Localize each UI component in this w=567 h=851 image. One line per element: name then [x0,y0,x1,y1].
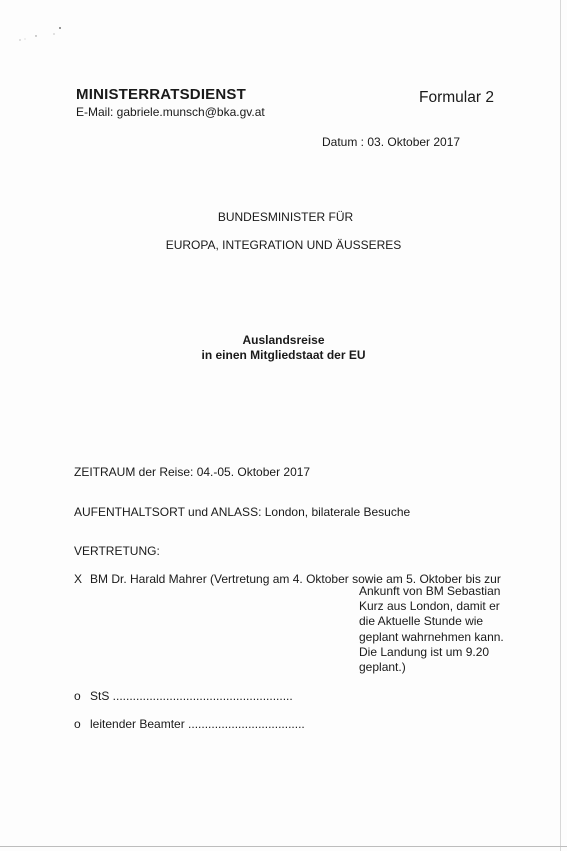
form-number: Formular 2 [419,89,494,106]
travel-period: ZEITRAUM der Reise: 04.-05. Oktober 2017 [74,465,311,479]
minister-title-line1: BUNDESMINISTER FÜR [217,210,354,224]
travel-location: AUFENTHALTSORT und ANLASS: London, bilaterale Besuche [74,505,411,519]
option-sts-marker: o [74,689,81,703]
document-date: Datum : 03. Oktober 2017 [322,135,461,149]
representation-heading: VERTRETUNG: [74,544,160,558]
scan-specks [16,24,66,44]
trip-title-line1: Auslandsreise [242,333,325,347]
minister-title-line2: EUROPA, INTEGRATION UND ÄUSSERES [165,238,402,252]
option-senior-official: leitender Beamter ................................... [90,717,305,731]
scan-edge-bottom [0,846,567,847]
trip-title-line2: in einen Mitgliedstaat der EU [201,348,366,362]
option-state-secretary: StS ...................................................... [90,689,293,703]
selected-representative-text-continued: Ankunft von BM Sebastian Kurz aus London, damit er die Aktuelle Stunde wie geplant wahrnehmen kann. Die Landung ist um 9.20 geplant.) [359,584,504,675]
scan-edge-right [560,0,561,851]
option-official-marker: o [74,717,81,731]
selected-option-marker: X [74,572,83,586]
organization-name: MINISTERRATSDIENST [76,86,246,103]
contact-email: E-Mail: gabriele.munsch@bka.gv.at [76,105,265,119]
selected-representative-text: BM Dr. Harald Mahrer (Vertretung am 4. Oktober sowie am 5. Oktober bis zur [90,572,501,586]
